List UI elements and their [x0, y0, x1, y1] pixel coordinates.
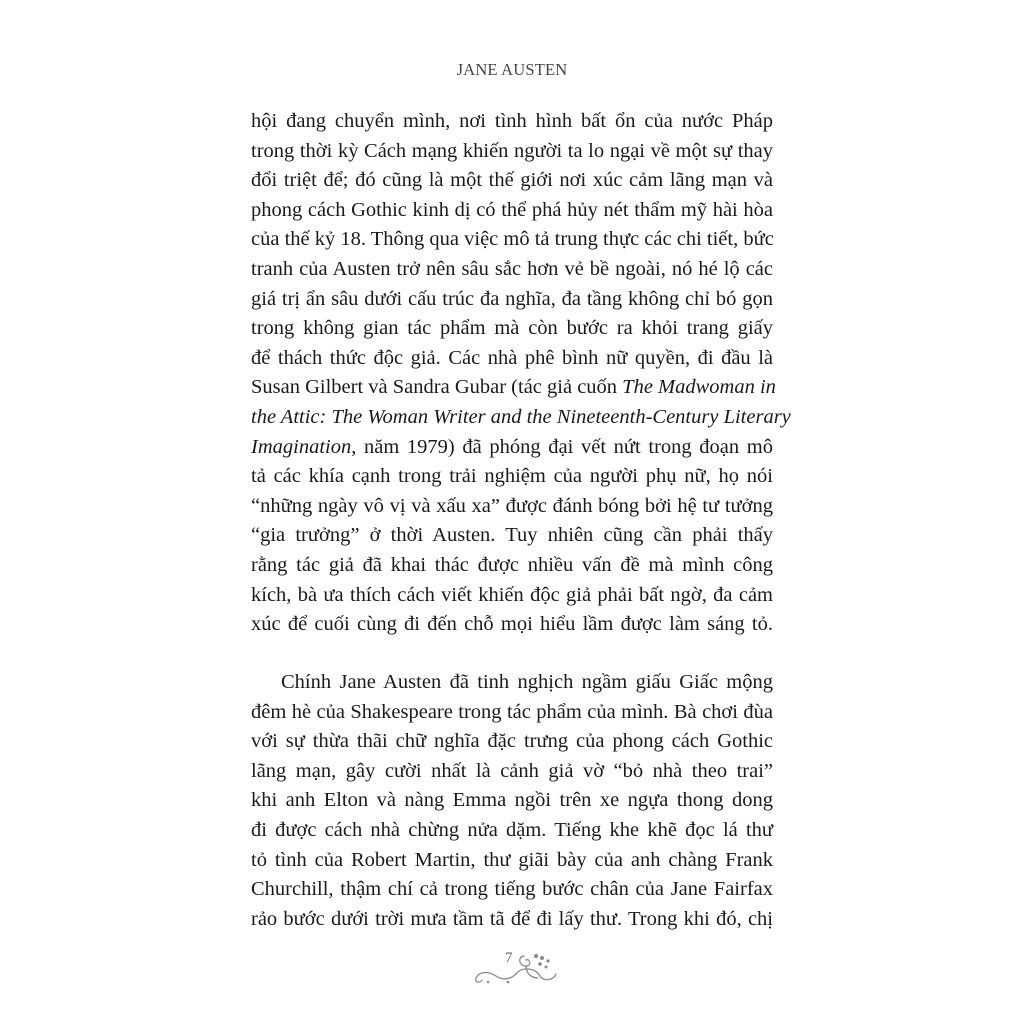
text-segment: đi được cách nhà chừng nửa dặm. Tiếng khe khẽ đọc lá thư — [251, 818, 773, 841]
text-line — [251, 403, 791, 433]
text-line — [251, 786, 773, 816]
text-segment: lãng mạn, gây cười nhất là cảnh giả vờ “bỏ nhà theo trai” — [251, 759, 773, 782]
text-segment: khi anh Elton và nàng Emma ngồi trên xe ngựa thong dong — [251, 789, 773, 812]
text-segment: tả các khía cạnh trong trải nghiệm của người phụ nữ, họ nói — [251, 465, 773, 488]
text-line — [251, 581, 773, 611]
text-line — [251, 905, 773, 935]
page-footer — [466, 948, 566, 988]
text-line — [251, 166, 773, 196]
text-segment: rằng tác giả đã khai thác được nhiều vấn đề mà mình công — [251, 553, 773, 576]
text-line — [251, 137, 773, 167]
text-line — [251, 462, 773, 492]
text-segment: giá trị ẩn sâu dưới cấu trúc đa nghĩa, đa tầng không chỉ bó gọn — [251, 287, 773, 310]
text-segment: Susan Gilbert và Sandra Gubar (tác giả cuốn — [251, 376, 623, 399]
floral-flourish-icon — [466, 948, 566, 988]
text-line — [251, 846, 773, 876]
paragraph-1 — [251, 107, 791, 640]
text-segment: tỏ tình của Robert Martin, thư giãi bày của anh chàng Frank — [251, 848, 773, 871]
text-line — [251, 668, 773, 698]
text-segment: tranh của Austen trở nên sâu sắc hơn vẻ bề ngoài, nó hé lộ các — [251, 257, 773, 280]
text-segment: xúc để cuối cùng đi đến chỗ mọi hiểu lầm được làm sáng tỏ. — [251, 613, 773, 636]
italic-book-title: The Madwoman in — [622, 376, 776, 399]
text-segment: “những ngày vô vị và xấu xa” được đánh bóng bởi hệ tư tưởng — [251, 494, 773, 517]
text-segment: hội đang chuyển mình, nơi tình hình bất ổn của nước Pháp — [251, 110, 773, 132]
text-segment: kích, bà ưa thích cách viết khiến độc giả phải bất ngờ, đa cảm — [251, 583, 773, 606]
text-segment: với sự thừa thãi chữ nghĩa đặc trưng của phong cách Gothic — [251, 730, 773, 753]
paragraph-2 — [251, 668, 773, 934]
text-line — [251, 698, 773, 728]
text-line — [251, 255, 773, 285]
text-segment: phong cách Gothic kinh dị có thể phá hủy nét thẩm mỹ hài hòa — [251, 198, 773, 221]
text-line — [251, 875, 773, 905]
text-line — [251, 373, 776, 403]
text-segment: trong không gian tác phẩm mà còn bước ra khỏi trang giấy — [251, 317, 773, 340]
text-line — [251, 225, 773, 255]
text-line — [251, 551, 773, 581]
italic-book-title: the Attic: The Woman Writer and the Nineteenth-Century Literary — [251, 405, 791, 428]
text-line — [251, 314, 773, 344]
text-segment: , năm 1979) đã phóng đại vết nứt trong đoạn mô — [351, 435, 773, 458]
text-line — [251, 492, 773, 522]
text-segment: của thế kỷ 18. Thông qua việc mô tả trung thực các chi tiết, bức — [251, 228, 774, 251]
text-line — [251, 757, 773, 787]
page-number: 7 — [505, 950, 513, 966]
text-line — [251, 196, 773, 226]
text-segment: để thách thức độc giả. Các nhà phê bình nữ quyền, đi đầu là — [251, 346, 773, 369]
text-line — [251, 610, 773, 640]
text-segment: trong thời kỳ Cách mạng khiến người ta lo ngại về một sự thay — [251, 139, 773, 162]
text-line — [251, 107, 773, 137]
text-segment: Chính Jane Austen đã tinh nghịch ngầm giấu Giấc mộng — [281, 671, 773, 693]
running-header: JANE AUSTEN — [456, 60, 568, 79]
text-segment: rảo bước dưới trời mưa tầm tã để đi lấy thư. Trong khi đó, chị — [251, 907, 773, 930]
text-segment: Churchill, thậm chí cả trong tiếng bước chân của Jane Fairfax — [251, 878, 773, 901]
text-line — [251, 816, 773, 846]
text-segment: đêm hè của Shakespeare trong tác phẩm của mình. Bà chơi đùa — [251, 700, 773, 723]
text-segment: đổi triệt để; đó cũng là một thế giới nơi xúc cảm lãng mạn và — [251, 169, 773, 192]
text-line — [251, 433, 773, 463]
text-line — [251, 727, 773, 757]
italic-book-title: Imagination — [251, 435, 352, 458]
text-line — [251, 344, 773, 374]
text-line — [251, 521, 773, 551]
text-line — [251, 285, 773, 315]
text-segment: “gia trưởng” ở thời Austen. Tuy nhiên cũng cần phải thấy — [251, 524, 773, 547]
